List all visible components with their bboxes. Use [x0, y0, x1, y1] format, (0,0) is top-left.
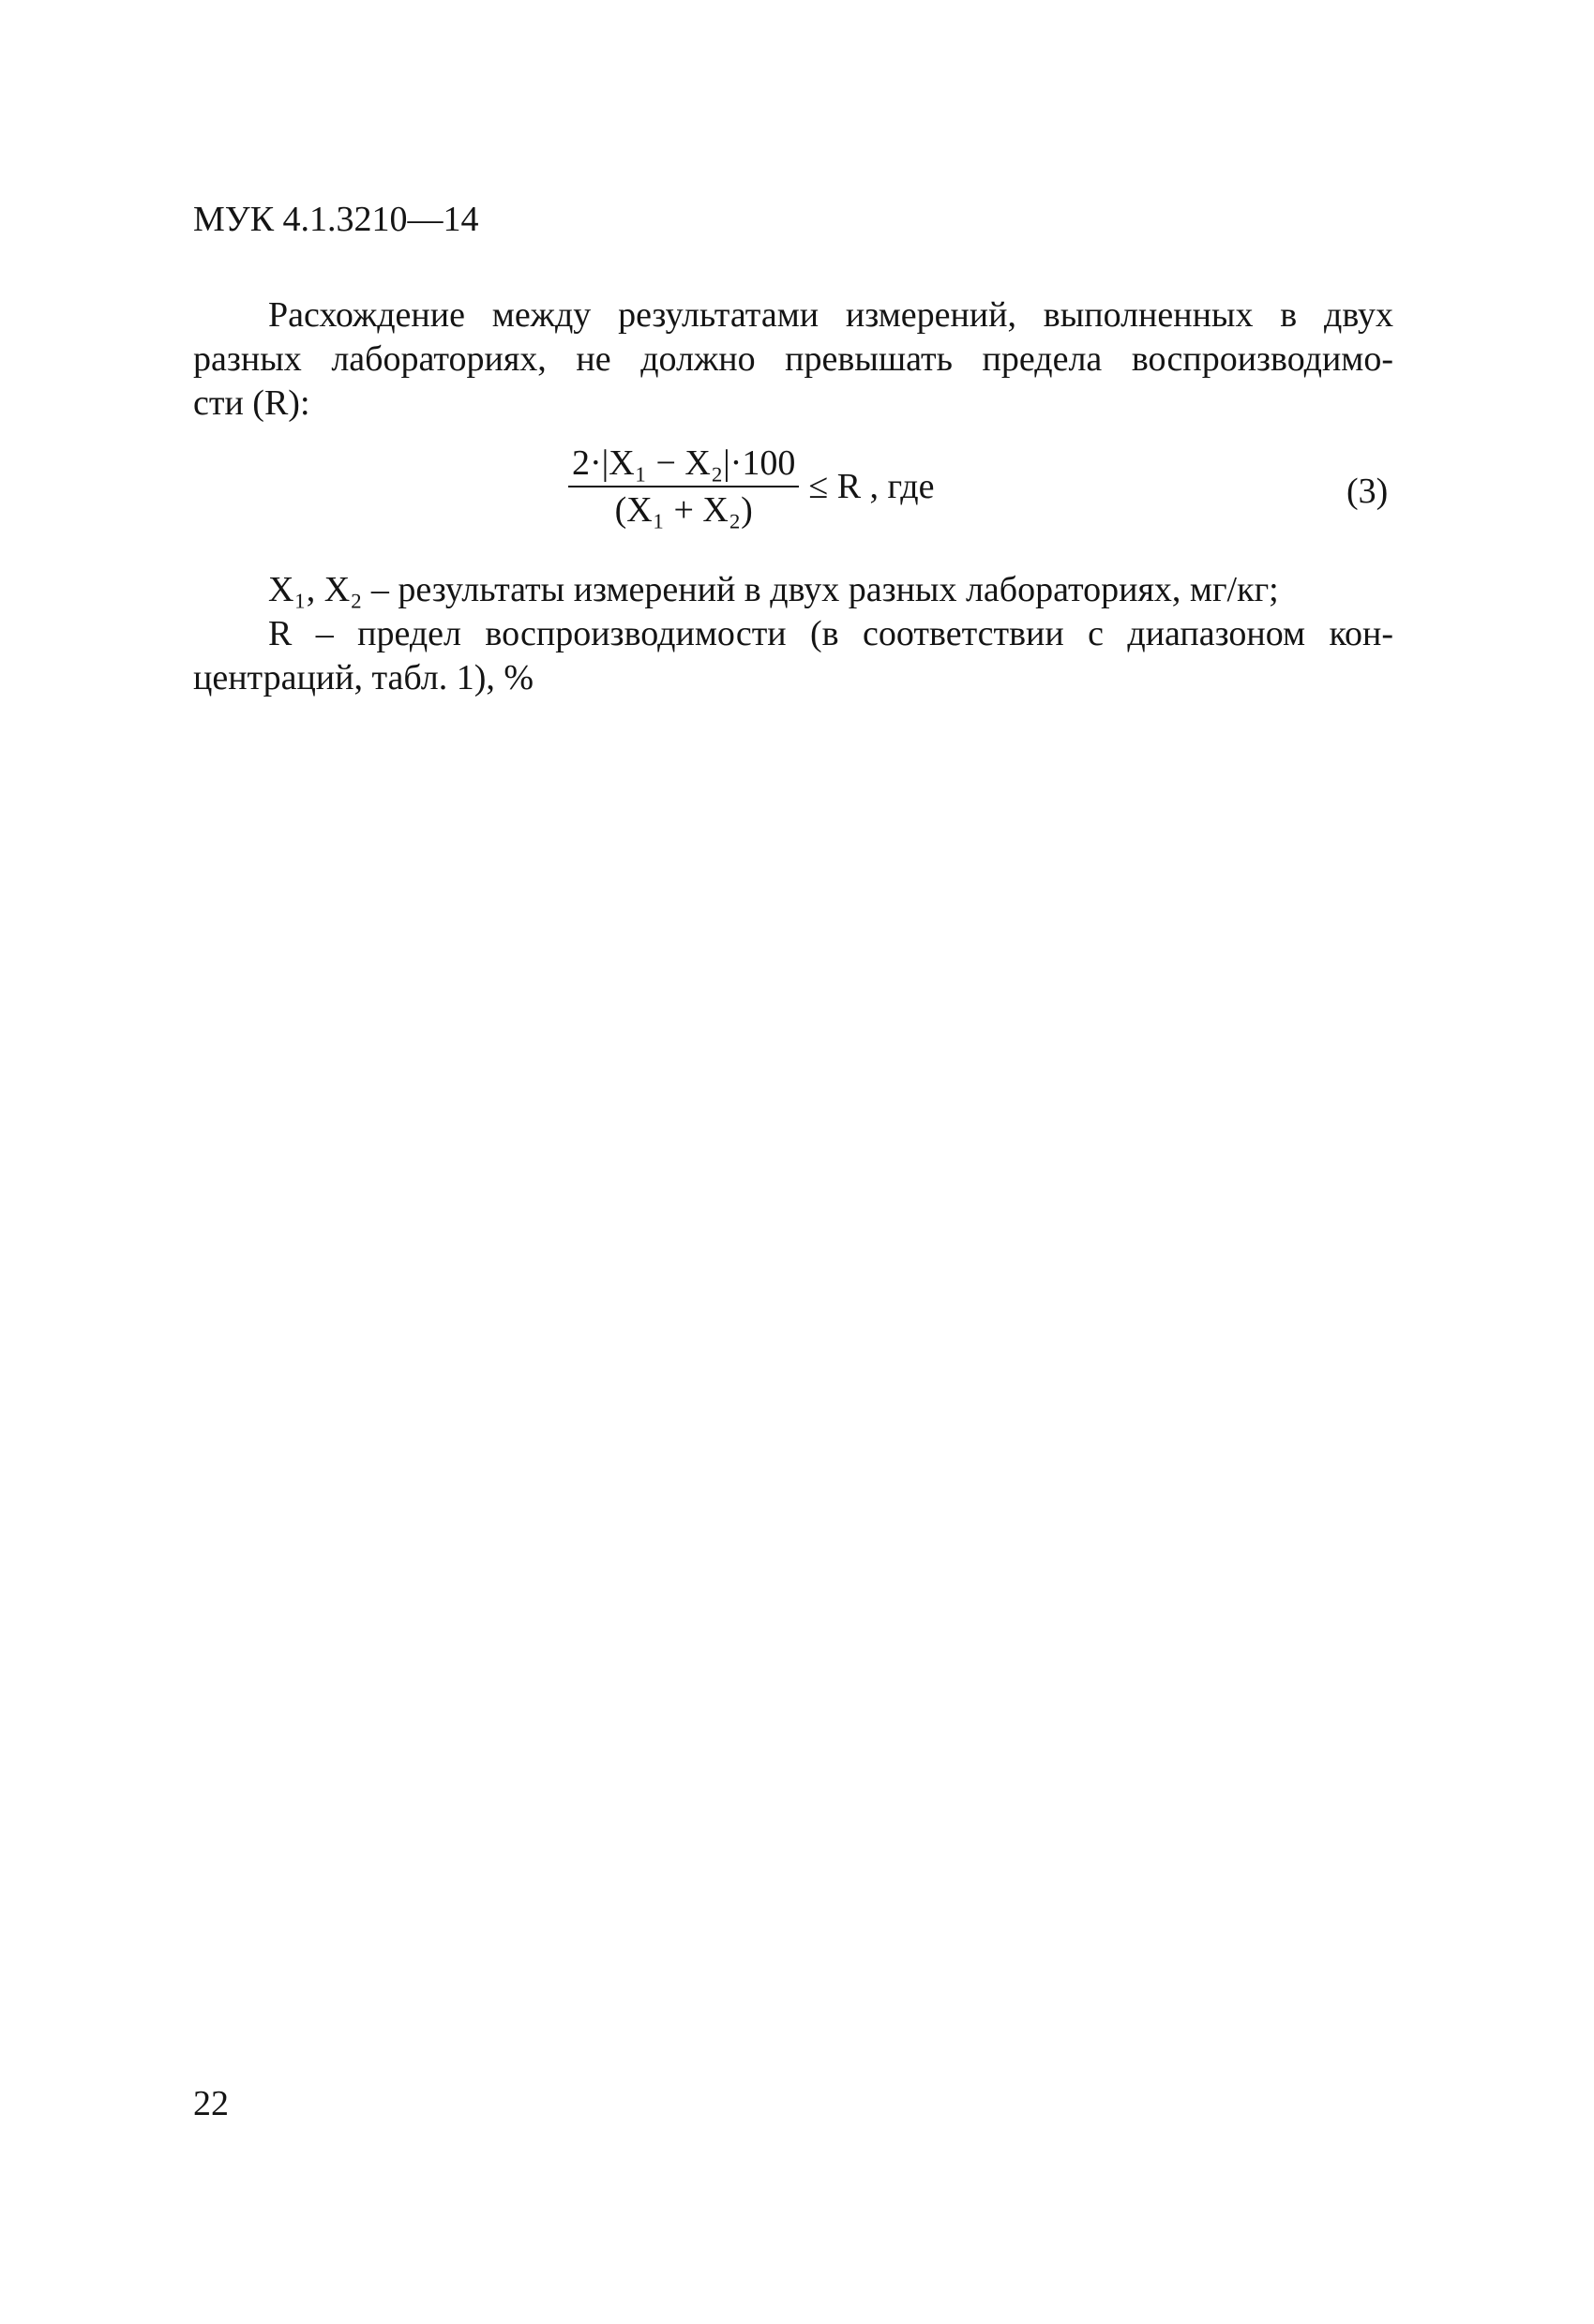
paragraph-line: разных лабораториях, не должно превышать предела воспроизводимо- — [193, 339, 1393, 379]
reproducibility-paragraph — [193, 293, 1393, 426]
paragraph-line: Расхождение между результатами измерений, выполненных в двух — [268, 295, 1393, 335]
formula-fraction — [568, 441, 799, 532]
formula-relation: ≤ R , где — [808, 467, 935, 506]
document-code: МУК 4.1.3210—14 — [193, 200, 479, 239]
definitions-block — [193, 568, 1393, 700]
formula-denominator: (X₁ + X₂) — [614, 490, 753, 530]
formula-numerator: 2·|X₁ − X₂|·100 — [572, 443, 796, 483]
definition-r-line: R – предел воспроизводимости (в соответствии с диапазоном кон- — [268, 614, 1393, 653]
page-number: 22 — [193, 2084, 229, 2123]
definition-x: X₁, X₂ – результаты измерений в двух разных лабораториях, мг/кг; — [268, 570, 1279, 609]
paragraph-line: сти (R): — [193, 383, 310, 423]
equation-number: (3) — [1346, 472, 1389, 511]
reproducibility-formula — [568, 441, 934, 532]
definition-r-line: центраций, табл. 1), % — [193, 658, 534, 697]
